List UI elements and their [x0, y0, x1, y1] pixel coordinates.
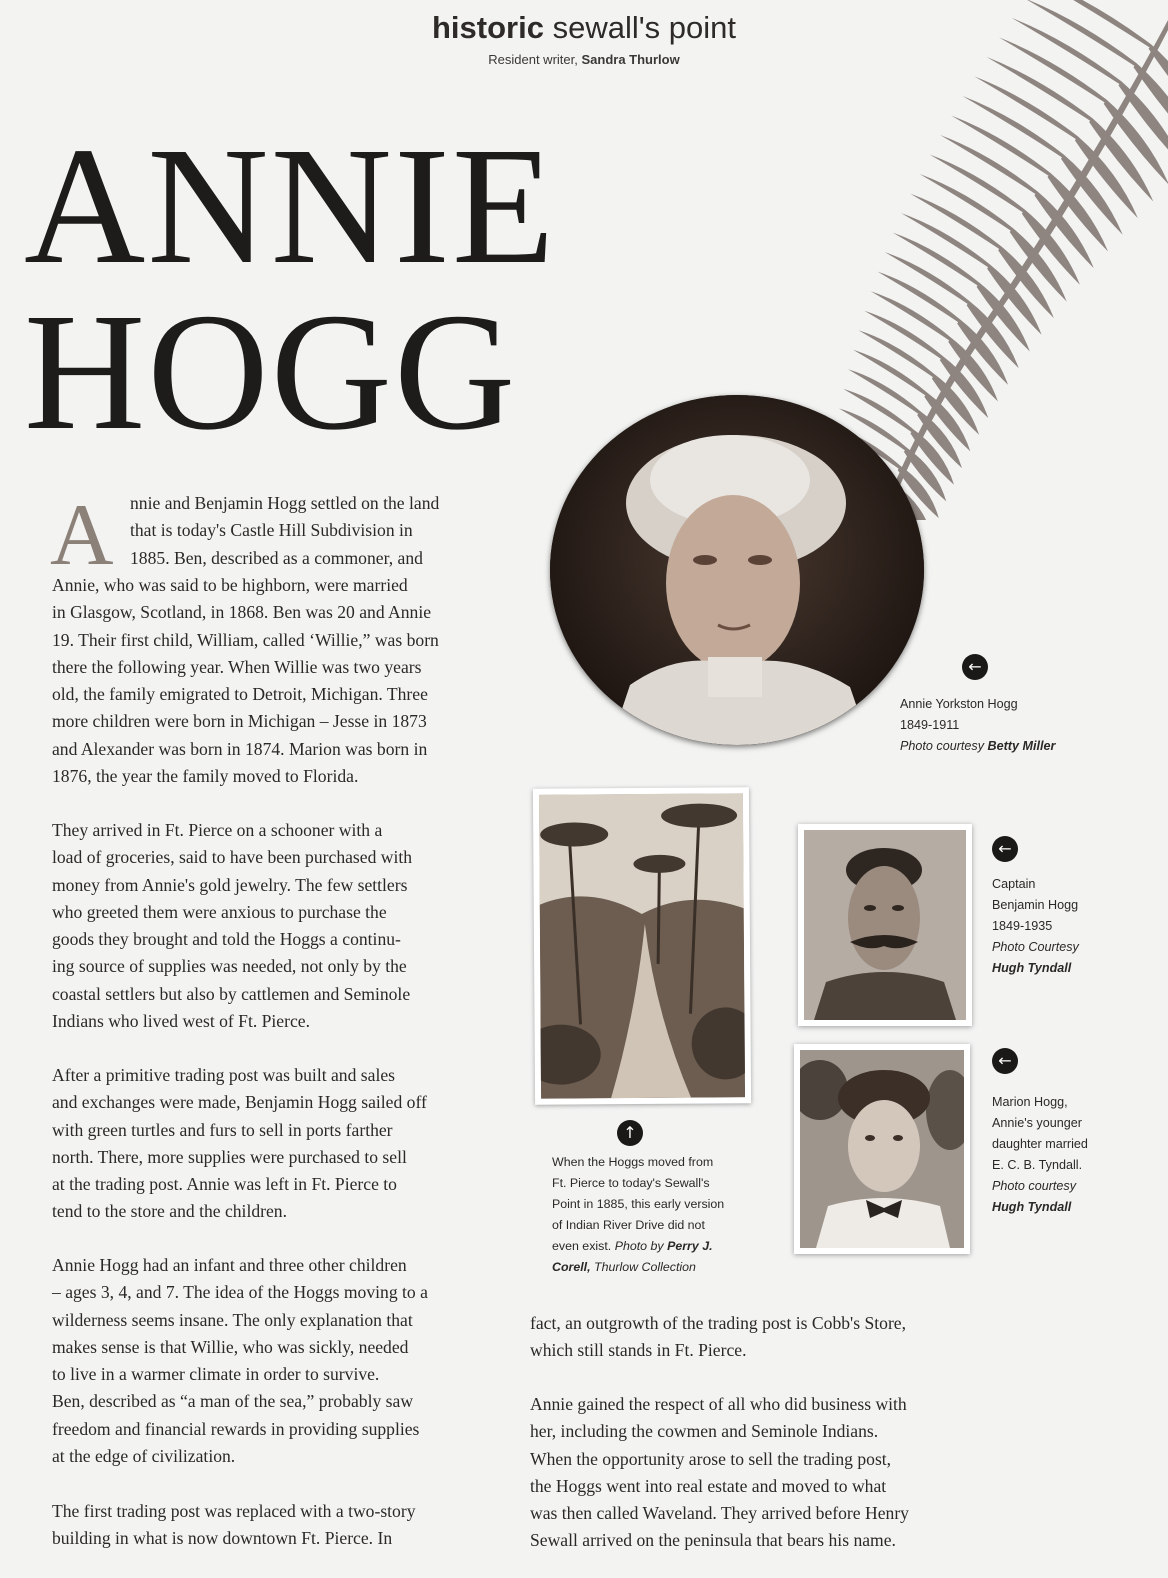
- paragraph-7: Annie gained the respect of all who did business with her, including the cowmen and Seminole Indians. When the opportunity arose to sell the trading post, the Hoggs went into real estate and moved to what was then called Waveland. They arrived before Henry Sewall arrived on the peninsula that bears his name.: [530, 1394, 909, 1551]
- headline-line-1: ANNIE: [24, 113, 557, 299]
- drop-cap: A: [50, 487, 114, 584]
- paragraph-2: They arrived in Ft. Pierce on a schooner with a load of groceries, said to have been purchased with money from Annie's gold jewelry. The few settlers who greeted them were anxious to purchase the goods they brought and told the Hoggs a continu- ing source of supplies was needed, not only by the coastal settlers but also by cattlemen and Seminole Indians who lived west of Ft. Pierce.: [52, 820, 413, 1032]
- section-header: [0, 10, 1168, 67]
- benjamin-caption: Captain Benjamin Hogg 1849-1935 Photo Courtesy Hugh Tyndall: [992, 877, 1079, 975]
- marion-caption: Marion Hogg, Annie's younger daughter married E. C. B. Tyndall. Photo courtesy Hugh Tyndall: [992, 1095, 1088, 1214]
- section-title: historic sewall's point: [432, 10, 736, 45]
- annie-caption: Annie Yorkston Hogg 1849-1911 Photo courtesy Betty Miller: [900, 697, 1056, 753]
- left-arrow-icon: ←: [962, 654, 988, 680]
- byline: Resident writer, Sandra Thurlow: [488, 52, 680, 67]
- paragraph-1: nnie and Benjamin Hogg settled on the land that is today's Castle Hill Subdivision in 1885. Ben, described as a commoner, and: [130, 493, 440, 568]
- paragraph-1-continued: Annie, who was said to be highborn, were married in Glasgow, Scotland, in 1868. Ben was 20 and Annie 19. Their first child, William, called ‘Willie,” was born there the following year. When Willie was two years old, the family emigrated to Detroit, Michigan. Three more children were born in Michigan – Jesse in 1873 and Alexander was born in 1874. Marion was born in 1876, the year the family moved to Florida.: [52, 575, 439, 787]
- road-caption: When the Hoggs moved from Ft. Pierce to today's Sewall's Point in 1885, this early version of Indian River Drive did not even exist. Photo by Perry J. Corell, Thurlow Collection: [552, 1155, 725, 1274]
- annie-portrait-photo: [550, 395, 924, 745]
- up-arrow-icon: ↑: [617, 1120, 643, 1146]
- paragraph-5: The first trading post was replaced with a two-story building in what is now downtown Ft. Pierce. In: [52, 1501, 416, 1549]
- left-arrow-icon: ←: [992, 836, 1018, 862]
- left-arrow-icon: ←: [992, 1048, 1018, 1074]
- paragraph-4: Annie Hogg had an infant and three other children – ages 3, 4, and 7. The idea of the Hoggs moving to a wilderness seems insane. The only explanation that makes sense is that Willie, who was sickly, needed to live in a warmer climate in order to survive. Ben, described as “a man of the sea,” probably saw freedom and financial rewards in providing supplies at the edge of civilization.: [52, 1255, 428, 1467]
- headline-line-2: HOGG: [24, 279, 518, 465]
- marion-photo: [794, 1044, 970, 1254]
- paragraph-6: fact, an outgrowth of the trading post is Cobb's Store, which still stands in Ft. Pierce.: [530, 1313, 907, 1361]
- paragraph-3: After a primitive trading post was built and sales and exchanges were made, Benjamin Hogg sailed off with green turtles and furs to sell in ports farther north. There, more supplies were purchased to sell at the trading post. Annie was left in Ft. Pierce to tend to the store and the children.: [52, 1065, 427, 1222]
- benjamin-photo: [798, 824, 972, 1026]
- road-photo: [533, 787, 751, 1105]
